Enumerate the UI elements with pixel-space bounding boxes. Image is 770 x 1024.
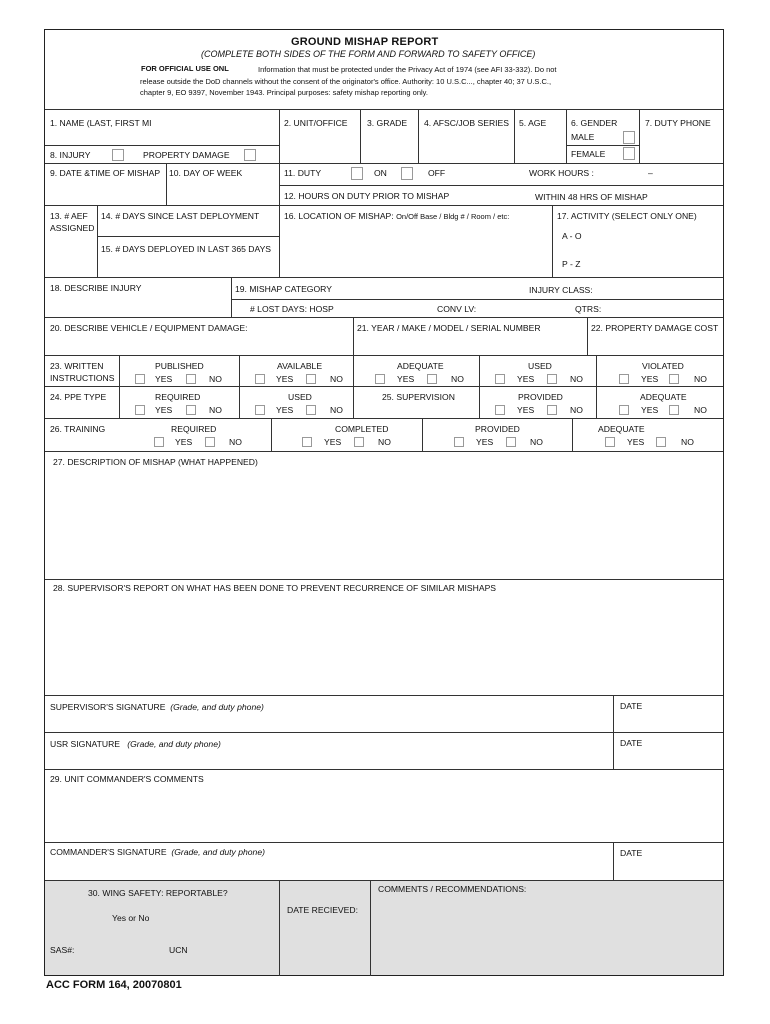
ppe-required-label: REQUIRED xyxy=(155,392,201,402)
violated-no-label: NO xyxy=(694,374,707,384)
ppe-required-yes-label: YES xyxy=(155,405,173,415)
training-completed-yes-label: YES xyxy=(324,437,342,447)
ppe-required-yes-checkbox[interactable] xyxy=(135,405,145,415)
commander-date-label: DATE xyxy=(620,848,643,858)
published-no-checkbox[interactable] xyxy=(186,374,196,384)
form-number: ACC FORM 164, 20070801 xyxy=(46,979,182,991)
description-area[interactable] xyxy=(47,472,721,576)
available-yes-label: YES xyxy=(276,374,294,384)
sup-adequate-yes-label: YES xyxy=(641,405,659,415)
training-required-no-label: NO xyxy=(229,437,242,447)
within-48-label: WITHIN 48 HRS OF MISHAP xyxy=(535,192,648,202)
violated-label: VIOLATED xyxy=(642,361,684,371)
used-wi-yes-label: YES xyxy=(517,374,535,384)
available-yes-checkbox[interactable] xyxy=(255,374,265,384)
injury-label: 8. INJURY xyxy=(50,150,91,160)
training-provided-label: PROVIDED xyxy=(475,424,520,434)
used-wi-label: USED xyxy=(528,361,552,371)
age-label: 5. AGE xyxy=(519,118,547,128)
year-make-label: 21. YEAR / MAKE / MODEL / SERIAL NUMBER xyxy=(357,323,541,333)
sup-adequate-yes-checkbox[interactable] xyxy=(619,405,629,415)
written-label: 23. WRITTEN xyxy=(50,361,104,371)
sas-label: SAS#: xyxy=(50,945,75,955)
duty-phone-label: 7. DUTY PHONE xyxy=(645,118,711,128)
property-damage-checkbox[interactable] xyxy=(244,149,256,161)
usr-signature-label: USR SIGNATURE (Grade, and duty phone) xyxy=(50,739,221,749)
supervisor-signature-label: SUPERVISOR'S SIGNATURE (Grade, and duty phone) xyxy=(50,702,264,712)
sup-provided-label: PROVIDED xyxy=(518,392,563,402)
sup-adequate-label: ADEQUATE xyxy=(640,392,687,402)
supervision-label: 25. SUPERVISION xyxy=(382,392,455,402)
published-yes-label: YES xyxy=(155,374,173,384)
description-label: 27. DESCRIPTION OF MISHAP (WHAT HAPPENED) xyxy=(53,457,258,467)
official-use-label: FOR OFFICIAL USE ONL xyxy=(141,64,229,73)
property-damage-label: PROPERTY DAMAGE xyxy=(143,150,230,160)
used-wi-no-label: NO xyxy=(570,374,583,384)
adequate-wi-no-checkbox[interactable] xyxy=(427,374,437,384)
conv-lv-label: CONV LV: xyxy=(437,304,477,314)
duty-off-label: OFF xyxy=(428,168,446,178)
date-received-label: DATE RECIEVED: xyxy=(287,905,358,915)
ppe-used-no-checkbox[interactable] xyxy=(306,405,316,415)
activity-a-o: A - O xyxy=(562,231,582,241)
violated-yes-label: YES xyxy=(641,374,659,384)
usr-date-label: DATE xyxy=(620,738,643,748)
privacy-line-2: release outside the DoD channels without the consent of the originator's office. Authority: 10 U.S.C..., chapter 40; 37 U.S.C., xyxy=(140,77,552,86)
duty-on-label: ON xyxy=(374,168,387,178)
female-checkbox[interactable] xyxy=(623,147,635,160)
grade-label: 3. GRADE xyxy=(367,118,408,128)
duty-off-checkbox[interactable] xyxy=(401,167,413,180)
training-adequate-no-checkbox[interactable] xyxy=(656,437,666,447)
mishap-category-label: 19. MISHAP CATEGORY xyxy=(235,284,332,294)
published-label: PUBLISHED xyxy=(155,361,204,371)
ppe-required-no-checkbox[interactable] xyxy=(186,405,196,415)
training-required-yes-label: YES xyxy=(175,437,193,447)
training-label: 26. TRAINING xyxy=(50,424,106,434)
training-provided-no-checkbox[interactable] xyxy=(506,437,516,447)
sup-adequate-no-checkbox[interactable] xyxy=(669,405,679,415)
aef-assigned-label: ASSIGNED xyxy=(50,223,95,233)
mishap-form xyxy=(44,29,724,976)
aef-label: 13. # AEF xyxy=(50,211,88,221)
ppe-used-label: USED xyxy=(288,392,312,402)
available-no-checkbox[interactable] xyxy=(306,374,316,384)
days-since-label: 14. # DAYS SINCE LAST DEPLOYMENT xyxy=(101,211,260,221)
used-wi-yes-checkbox[interactable] xyxy=(495,374,505,384)
female-label: FEMALE xyxy=(571,149,606,159)
supervisor-date-label: DATE xyxy=(620,701,643,711)
male-checkbox[interactable] xyxy=(623,131,635,144)
duty-on-checkbox[interactable] xyxy=(351,167,363,180)
violated-no-checkbox[interactable] xyxy=(669,374,679,384)
activity-p-z: P - Z xyxy=(562,259,581,269)
injury-class-label: INJURY CLASS: xyxy=(529,285,593,295)
instructions-label: INSTRUCTIONS xyxy=(50,373,115,383)
adequate-wi-yes-checkbox[interactable] xyxy=(375,374,385,384)
afsc-label: 4. AFSC/JOB SERIES xyxy=(424,118,510,128)
privacy-line-3: chapter 9, EO 9397, November 1943. Principal purposes: safety mishap reporting only. xyxy=(140,88,428,97)
sup-provided-no-label: NO xyxy=(570,405,583,415)
ppe-label: 24. PPE TYPE xyxy=(50,392,107,402)
adequate-wi-no-label: NO xyxy=(451,374,464,384)
training-provided-no-label: NO xyxy=(530,437,543,447)
comments-recommendations-label: COMMENTS / RECOMMENDATIONS: xyxy=(378,884,527,894)
supervisor-report-label: 28. SUPERVISOR'S REPORT ON WHAT HAS BEEN DONE TO PREVENT RECURRENCE OF SIMILAR MISHAPS xyxy=(53,583,497,593)
adequate-wi-yes-label: YES xyxy=(397,374,415,384)
wing-safety-label: 30. WING SAFETY: REPORTABLE? xyxy=(88,888,228,898)
ucn-label: UCN xyxy=(169,945,188,955)
sup-provided-yes-label: YES xyxy=(517,405,535,415)
training-completed-label: COMPLETED xyxy=(335,424,389,434)
form-subtitle: (COMPLETE BOTH SIDES OF THE FORM AND FORWARD TO SAFETY OFFICE) xyxy=(201,49,536,59)
vehicle-damage-label: 20. DESCRIBE VEHICLE / EQUIPMENT DAMAGE: xyxy=(50,323,248,333)
supervisor-report-area[interactable] xyxy=(47,598,721,692)
activity-label: 17. ACTIVITY (SELECT ONLY ONE) xyxy=(557,211,697,221)
yes-or-no-label: Yes or No xyxy=(112,913,150,923)
hours-on-duty-label: 12. HOURS ON DUTY PRIOR TO MISHAP xyxy=(284,191,450,201)
ppe-required-no-label: NO xyxy=(209,405,222,415)
available-no-label: NO xyxy=(330,374,343,384)
violated-yes-checkbox[interactable] xyxy=(619,374,629,384)
day-of-week-label: 10. DAY OF WEEK xyxy=(169,168,243,178)
training-completed-no-label: NO xyxy=(378,437,391,447)
date-time-label: 9. DATE &TIME OF MISHAP xyxy=(50,168,161,178)
lost-days-label: # LOST DAYS: HOSP xyxy=(250,304,334,314)
available-label: AVAILABLE xyxy=(277,361,323,371)
privacy-line-1: Information that must be protected under the Privacy Act of 1974 (see AFI 33-332). Do not xyxy=(258,65,557,74)
unit-label: 2. UNIT/OFFICE xyxy=(284,118,348,128)
ppe-used-no-label: NO xyxy=(330,405,343,415)
training-adequate-yes-checkbox[interactable] xyxy=(605,437,615,447)
location-label: 16. LOCATION OF MISHAP: On/Off Base / Bldg # / Room / etc: xyxy=(284,211,510,221)
training-provided-yes-label: YES xyxy=(476,437,494,447)
published-yes-checkbox[interactable] xyxy=(135,374,145,384)
duty-label: 11. DUTY xyxy=(284,168,322,178)
qtrs-label: QTRS: xyxy=(575,304,602,314)
work-hours-label: WORK HOURS : xyxy=(529,168,594,178)
commander-comments-area[interactable] xyxy=(47,788,721,840)
commander-comments-label: 29. UNIT COMMANDER'S COMMENTS xyxy=(50,774,204,784)
training-completed-no-checkbox[interactable] xyxy=(354,437,364,447)
sup-provided-no-checkbox[interactable] xyxy=(547,405,557,415)
training-required-yes-checkbox[interactable] xyxy=(154,437,164,447)
commander-signature-label: COMMANDER'S SIGNATURE (Grade, and duty phone) xyxy=(50,847,265,857)
published-no-label: NO xyxy=(209,374,222,384)
training-required-label: REQUIRED xyxy=(171,424,217,434)
work-hours-dash: – xyxy=(648,168,653,178)
name-label: 1. NAME (LAST, FIRST MI xyxy=(50,118,152,128)
sup-adequate-no-label: NO xyxy=(694,405,707,415)
form-title: GROUND MISHAP REPORT xyxy=(291,36,439,48)
days-deployed-label: 15. # DAYS DEPLOYED IN LAST 365 DAYS xyxy=(101,244,272,254)
used-wi-no-checkbox[interactable] xyxy=(547,374,557,384)
training-adequate-yes-label: YES xyxy=(627,437,645,447)
property-cost-label: 22. PROPERTY DAMAGE COST xyxy=(591,323,719,333)
gender-label: 6. GENDER xyxy=(571,118,618,128)
training-required-no-checkbox[interactable] xyxy=(205,437,215,447)
injury-checkbox[interactable] xyxy=(112,149,124,161)
adequate-wi-label: ADEQUATE xyxy=(397,361,444,371)
training-adequate-no-label: NO xyxy=(681,437,694,447)
training-completed-yes-checkbox[interactable] xyxy=(302,437,312,447)
training-adequate-label: ADEQUATE xyxy=(598,424,645,434)
training-provided-yes-checkbox[interactable] xyxy=(454,437,464,447)
describe-injury-label: 18. DESCRIBE INJURY xyxy=(50,283,142,293)
sup-provided-yes-checkbox[interactable] xyxy=(495,405,505,415)
ppe-used-yes-label: YES xyxy=(276,405,294,415)
male-label: MALE xyxy=(571,132,595,142)
ppe-used-yes-checkbox[interactable] xyxy=(255,405,265,415)
